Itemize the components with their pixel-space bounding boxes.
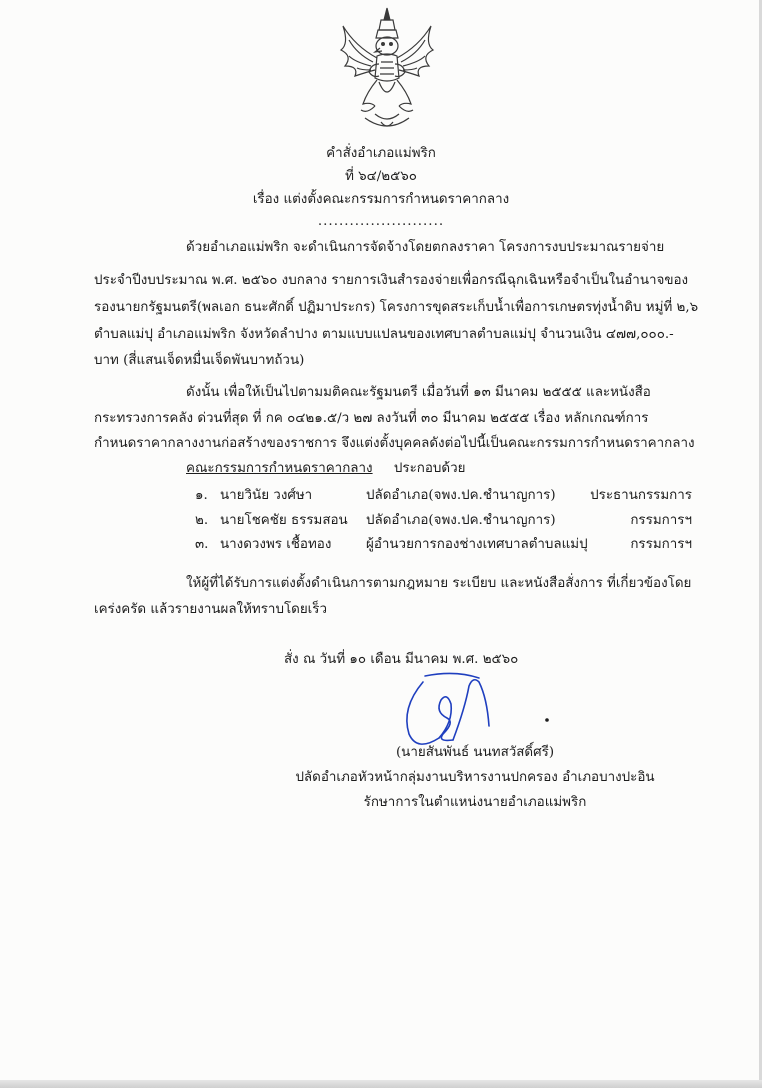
- order-subject: เรื่อง แต่งตั้งคณะกรรมการกำหนดราคากลาง: [252, 192, 510, 207]
- member-position: ปลัดอำเภอ(จพง.ปค.ชำนาญการ): [366, 488, 556, 503]
- signer-name: (นายสันพันธ์ นนทสวัสดิ์ศรี): [395, 745, 555, 760]
- order-number: ที่ ๖๔/๒๕๖๐: [345, 169, 417, 184]
- para3-line-2: เคร่งครัด แล้วรายงานผลให้ทราบโดยเร็ว: [94, 602, 327, 617]
- member-position: ผู้อำนวยการกองช่างเทศบาลตำบลแม่ปุ: [366, 537, 588, 552]
- committee-heading-row: [186, 460, 465, 478]
- member-role: กรรมการฯ: [630, 537, 692, 552]
- member-no: ๓.: [195, 537, 209, 552]
- member-row: [0, 484, 762, 504]
- para2-line-2: กระทรวงการคลัง ด่วนที่สุด ที่ กค ๐๔๒๑.๕/ว ๒๗ ลงวันที่ ๓๐ มีนาคม ๒๕๕๕ เรื่อง หลักเกณฑ์การ: [94, 411, 649, 426]
- member-no: ๑.: [195, 488, 208, 503]
- signer-title: ปลัดอำเภอหัวหน้ากลุ่มงานบริหารงานปกครอง อำเภอบางปะอิน: [295, 770, 655, 785]
- member-row: [0, 509, 762, 529]
- member-name: นายวินัย วงศ์ษา: [220, 488, 313, 503]
- scan-edge-bottom: [0, 1080, 762, 1088]
- committee-suffix: ประกอบด้วย: [393, 461, 466, 476]
- para1-line-2: ประจำปีงบประมาณ พ.ศ. ๒๕๖๐ งบกลาง รายการเงินสำรองจ่ายเพื่อกรณีฉุกเฉินหรือจำเป็นในอำนาจของ: [94, 273, 689, 288]
- garuda-emblem-icon: [335, 6, 440, 136]
- member-no: ๒.: [195, 513, 209, 528]
- member-name: นายโชคชัย ธรรมสอน: [220, 513, 348, 528]
- separator-dots: ........................: [317, 214, 445, 229]
- member-role: ประธานกรรมการ: [590, 488, 692, 503]
- order-date: สั่ง ณ วันที่ ๑๐ เดือน มีนาคม พ.ศ. ๒๕๖๐: [284, 652, 519, 667]
- para3-line-1: ให้ผู้ที่ได้รับการแต่งตั้งดำเนินการตามกฎหมาย ระเบียบ และหนังสือสั่งการ ที่เกี่ยวข้องโดย: [186, 576, 692, 591]
- committee-heading: คณะกรรมการกำหนดราคากลาง: [186, 461, 373, 476]
- member-role: กรรมการฯ: [630, 513, 692, 528]
- member-name: นางดวงพร เชื้อทอง: [220, 537, 332, 552]
- para2-line-3: กำหนดราคากลางงานก่อสร้างของราชการ จึงแต่งตั้งบุคคลดังต่อไปนี้เป็นคณะกรรมการกำหนดราคากลาง: [94, 436, 695, 451]
- para1-line-3: รองนายกรัฐมนตรี(พลเอก ธนะศักดิ์ ปฏิมาประกร) โครงการขุดสระเก็บน้ำเพื่อการเกษตรทุ่งน้ำดิบ หมู่ที่ ๒,๖: [94, 300, 699, 315]
- member-position: ปลัดอำเภอ(จพง.ปค.ชำนาญการ): [366, 513, 556, 528]
- acting-title: รักษาการในตำแหน่งนายอำเภอแม่พริก: [363, 795, 587, 810]
- member-row: [0, 533, 762, 553]
- para2-line-1: ดังนั้น เพื่อให้เป็นไปตามมติคณะรัฐมนตรี เมื่อวันที่ ๑๓ มีนาคม ๒๕๕๕ และหนังสือ: [186, 385, 651, 400]
- para1-line-5: บาท (สี่แสนเจ็ดหมื่นเจ็ดพันบาทถ้วน): [94, 353, 305, 368]
- para1-line-4: ตำบลแม่ปุ อำเภอแม่พริก จังหวัดลำปาง ตามแบบแปลนของเทศบาลตำบลแม่ปุ จำนวนเงิน ๔๗๗,๐๐๐.-: [94, 327, 674, 342]
- para1-line-1: ด้วยอำเภอแม่พริก จะดำเนินการจัดจ้างโดยตกลงราคา โครงการงบประมาณรายจ่าย: [186, 240, 665, 255]
- order-title: คำสั่งอำเภอแม่พริก: [326, 146, 436, 161]
